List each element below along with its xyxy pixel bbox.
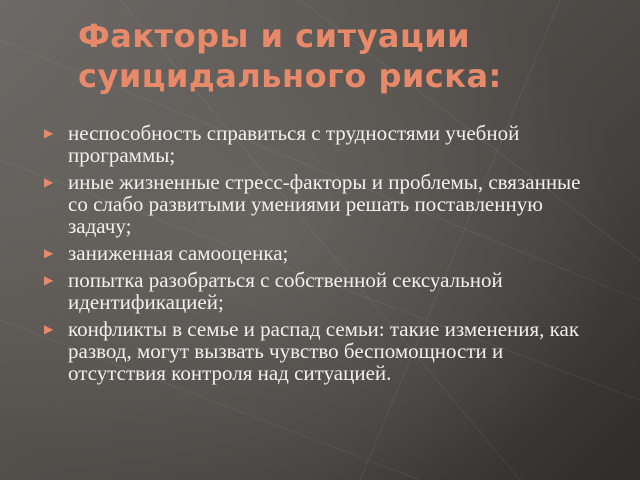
bullet-item xyxy=(44,122,604,166)
bullet-arrow-icon: ▶ xyxy=(44,175,54,189)
bullet-item xyxy=(44,318,604,384)
bullet-item xyxy=(44,171,604,237)
bullet-text: попытка разобраться с собственной сексуальной идентификацией; xyxy=(68,268,503,314)
bullet-arrow-icon: ▶ xyxy=(44,126,54,140)
bullet-text: заниженная самооценка; xyxy=(68,241,289,265)
bullet-text: неспособность справиться с трудностями учебной программы; xyxy=(68,121,520,167)
bullet-arrow-icon: ▶ xyxy=(44,322,54,336)
bullet-arrow-icon: ▶ xyxy=(44,273,54,287)
title-line-2: суицидального риска: xyxy=(78,57,502,95)
bullet-arrow-icon: ▶ xyxy=(44,246,54,260)
bullet-item xyxy=(44,269,604,313)
bullet-text: иные жизненные стресс-факторы и проблемы, связанные со слабо развитыми умениями решать поставленную задачу; xyxy=(68,170,581,238)
slide-title xyxy=(78,16,618,96)
bullet-text: конфликты в семье и распад семьи: такие изменения, как развод, могут вызвать чувство беспомощности и отсутствия контроля над ситуацией. xyxy=(68,317,580,385)
bullet-list xyxy=(44,122,604,389)
title-line-1: Факторы и ситуации xyxy=(78,17,471,55)
bullet-item xyxy=(44,242,604,264)
